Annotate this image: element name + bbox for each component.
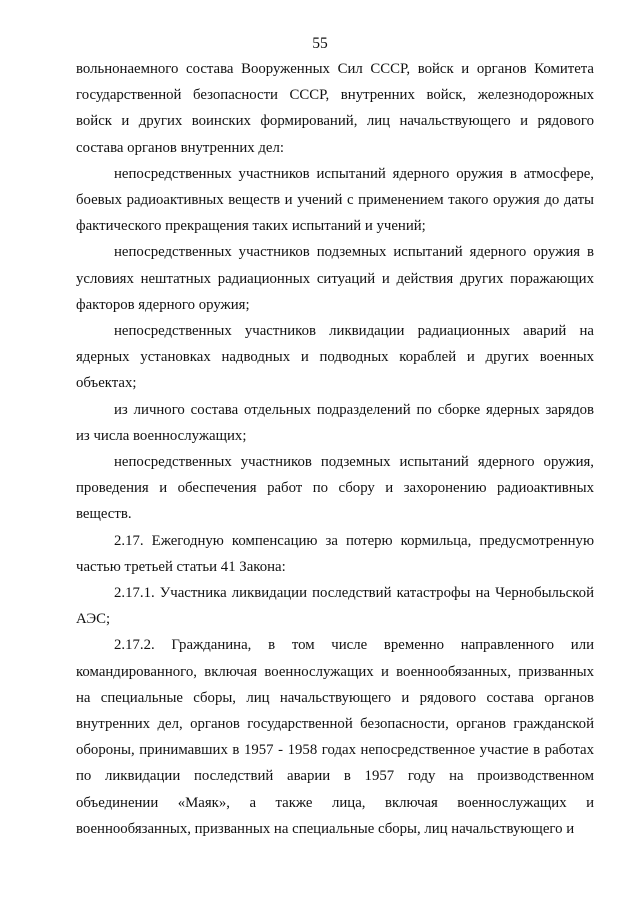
paragraph-section-2-17-2: 2.17.2. Гражданина, в том числе временно направленного или командированного, включая военнослужащих и военнообязанных, призванных на специальные сборы, лиц начальствующего и рядового состава органов внутренних дел, органов государственной безопасности, органов гражданской обороны, принимавших в 1957 - 1958 годах непосредственное участие в работах по ликвидации последствий аварии в 1957 году на производственном объединении «Маяк», а также лица, включая военнослужащих и военнообязанных, призванных на специальные сборы, лиц начальствующего и: [76, 637, 594, 837]
paragraph-section-2-17: 2.17. Ежегодную компенсацию за потерю кормильца, предусмотренную частью третьей статьи 41 Закона:: [76, 532, 594, 575]
paragraph-list-item: из личного состава отдельных подразделений по сборке ядерных зарядов из числа военнослужащих;: [76, 401, 594, 444]
paragraph-list-item: непосредственных участников подземных испытаний ядерного оружия в условиях нештатных радиационных ситуаций и действия других поражающих факторов ядерного оружия;: [76, 244, 594, 313]
document-body: [76, 56, 594, 842]
paragraph-list-item: непосредственных участников ликвидации радиационных аварий на ядерных установках надводных и подводных кораблей и других военных объектах;: [76, 323, 594, 392]
paragraph-list-item: непосредственных участников подземных испытаний ядерного оружия, проведения и обеспечения работ по сбору и захоронению радиоактивных веществ.: [76, 454, 594, 523]
paragraph-section-2-17-1: 2.17.1. Участника ликвидации последствий катастрофы на Чернобыльской АЭС;: [76, 585, 594, 628]
paragraph-list-item: непосредственных участников испытаний ядерного оружия в атмосфере, боевых радиоактивных веществ и учений с применением такого оружия до даты фактического прекращения таких испытаний и учений;: [76, 165, 594, 235]
paragraph-continuation: вольнонаемного состава Вооруженных Сил СССР, войск и органов Комитета государственной безопасности СССР, внутренних войск, железнодорожных войск и других воинских формирований, лиц начальствующего и рядового состава органов внутренних дел:: [76, 61, 594, 156]
page-number: 55: [312, 35, 328, 52]
